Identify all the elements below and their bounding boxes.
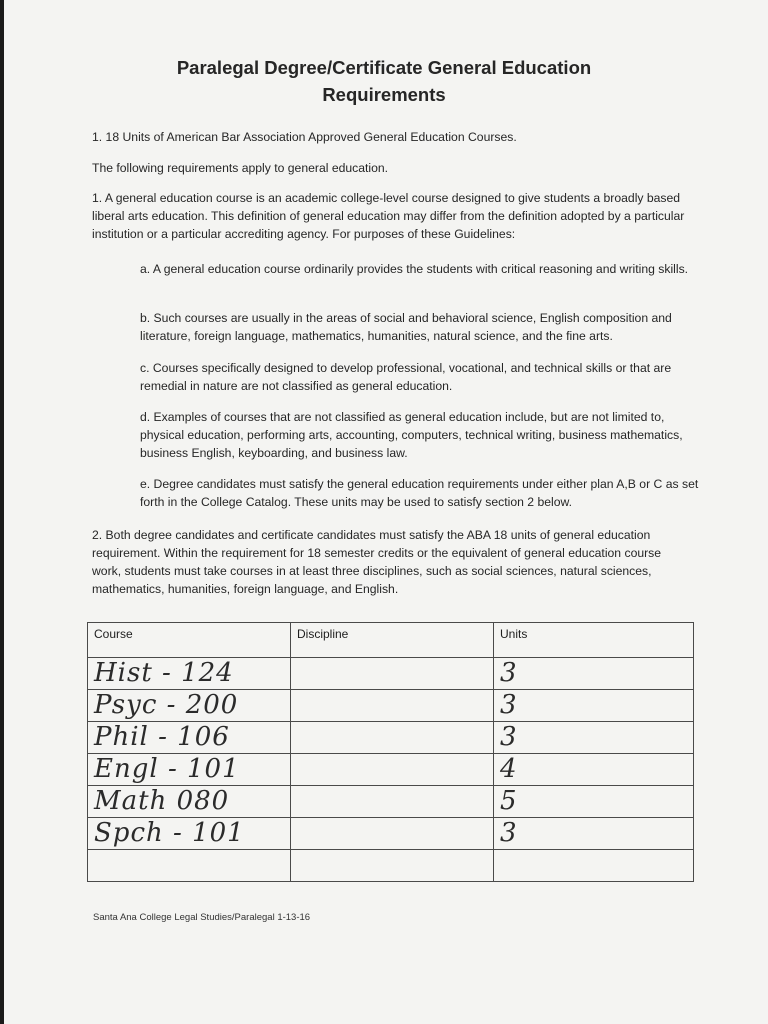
table-row [88, 754, 694, 786]
title-line-1: Paralegal Degree/Certificate General Education [176, 57, 592, 78]
units-cell: 3 [494, 690, 694, 722]
units-cell: 3 [494, 722, 694, 754]
sub-item-c: c. Courses specifically designed to develop professional, vocational, and technical skills or that are remedial in nature are not classified as general education. [140, 361, 672, 393]
table-row [88, 786, 694, 818]
table-row [88, 722, 694, 754]
requirement-units-line: 1. 18 Units of American Bar Association Approved General Education Courses. [92, 130, 517, 144]
sub-item-a: a. A general education course ordinarily provides the students with critical reasoning and writing skills. [140, 262, 689, 276]
course-cell: Hist - 124 [88, 658, 291, 690]
units-cell: 4 [494, 754, 694, 786]
header-course: Course [88, 623, 291, 658]
discipline-cell [291, 786, 494, 818]
table-row [88, 690, 694, 722]
table-header-row [88, 623, 694, 658]
requirements-intro: The following requirements apply to general education. [92, 161, 389, 175]
course-cell: Engl - 101 [88, 754, 291, 786]
header-discipline: Discipline [291, 623, 494, 658]
sub-item-d: d. Examples of courses that are not classified as general education include, but are not limited to, physical education, performing arts, accounting, computers, technical writing, business mathematics, business English, keyboarding, and business law. [140, 410, 683, 460]
course-cell: Spch - 101 [88, 818, 291, 850]
scan-page-edge [0, 0, 4, 1024]
paragraph-1: 1. A general education course is an academic college-level course designed to give students a broadly based liberal arts education. This definition of general education may differ from the definition adopted by a particular institution or a particular accrediting agency. For purposes of these Guidelines: [92, 191, 685, 241]
discipline-cell [291, 722, 494, 754]
document-title [0, 54, 768, 108]
units-cell [494, 850, 694, 882]
sub-item-e: e. Degree candidates must satisfy the general education requirements under either plan A,B or C as set forth in the College Catalog. These units may be used to satisfy section 2 below. [140, 477, 699, 509]
discipline-cell [291, 850, 494, 882]
units-cell: 5 [494, 786, 694, 818]
sub-item-b: b. Such courses are usually in the areas of social and behavioral science, English composition and literature, foreign language, mathematics, humanities, natural science, and the fine arts. [140, 311, 672, 343]
course-cell: Math 080 [88, 786, 291, 818]
table-row [88, 658, 694, 690]
discipline-cell [291, 658, 494, 690]
discipline-cell [291, 690, 494, 722]
course-cell [88, 850, 291, 882]
course-cell: Phil - 106 [88, 722, 291, 754]
course-table [87, 622, 694, 882]
title-line-2: Requirements [322, 84, 446, 105]
discipline-cell [291, 754, 494, 786]
page-footer: Santa Ana College Legal Studies/Paralegal 1-13-16 [93, 912, 311, 923]
course-cell: Psyc - 200 [88, 690, 291, 722]
units-cell: 3 [494, 658, 694, 690]
units-cell: 3 [494, 818, 694, 850]
discipline-cell [291, 818, 494, 850]
table-row [88, 818, 694, 850]
table-row [88, 850, 694, 882]
header-units: Units [494, 623, 694, 658]
paragraph-2: 2. Both degree candidates and certificate candidates must satisfy the ABA 18 units of general education requirement. Within the requirement for 18 semester credits or the equivalent of general education course work, students must take courses in at least three disciplines, such as social sciences, natural sciences, mathematics, humanities, foreign language, and English. [92, 528, 662, 596]
